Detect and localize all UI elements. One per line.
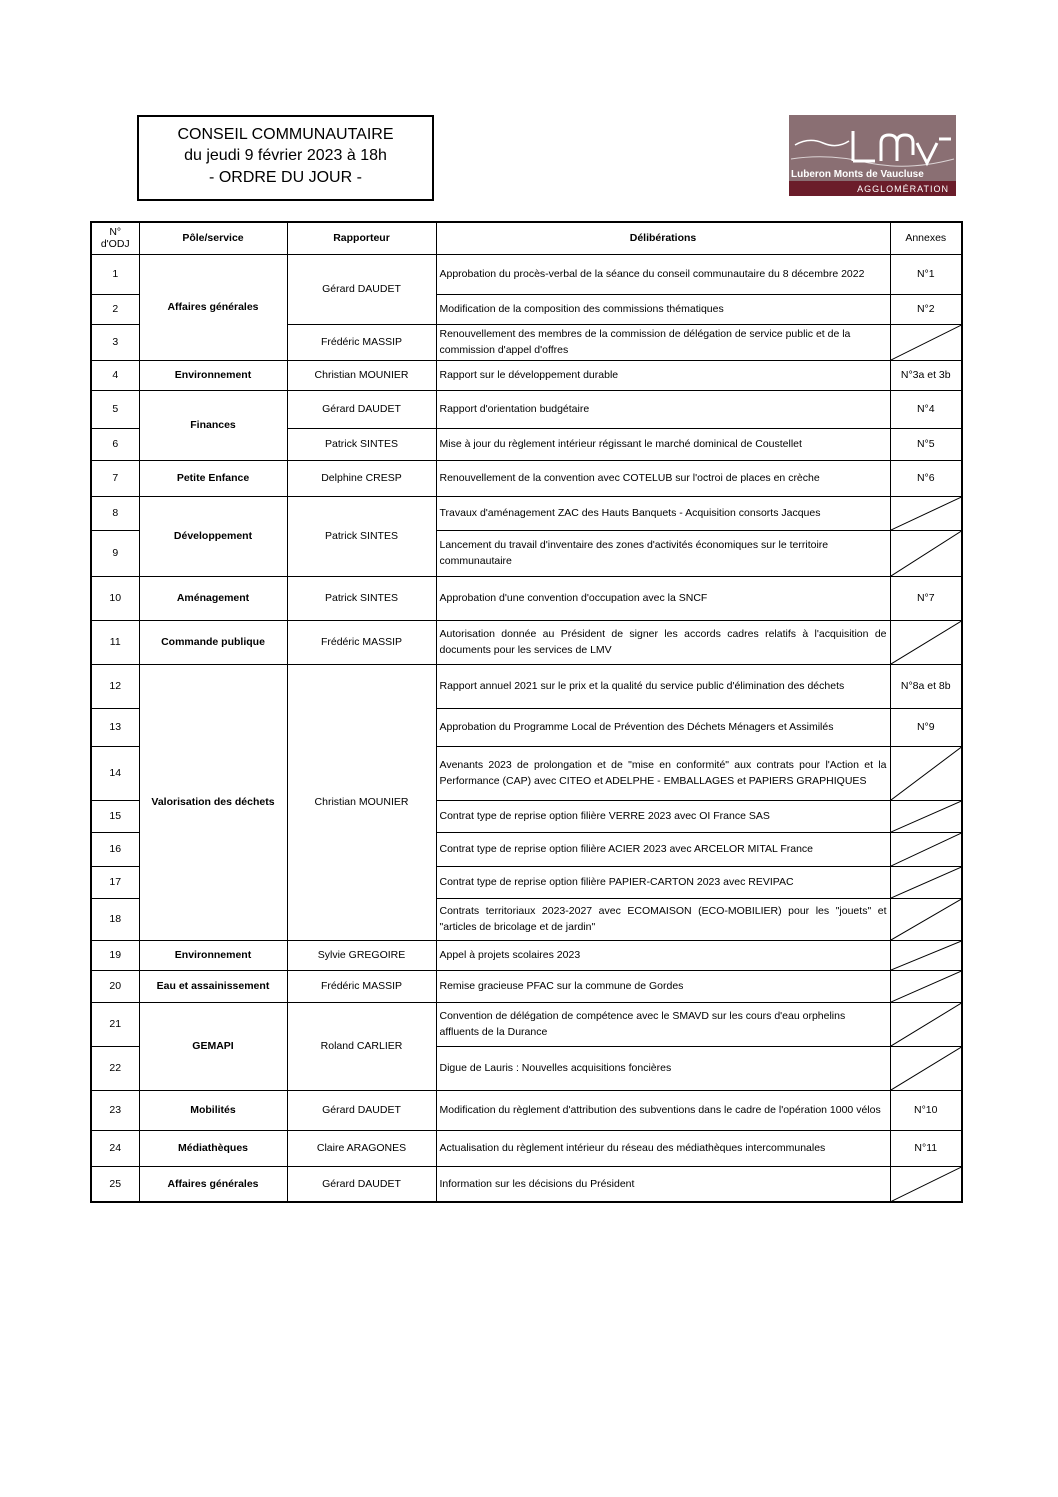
annexe: N°11 [890, 1130, 962, 1166]
annexe: N°3a et 3b [890, 360, 962, 390]
annexe: N°5 [890, 428, 962, 460]
table-row [91, 496, 962, 530]
odj-number: 20 [91, 970, 139, 1002]
deliberation: Mise à jour du règlement intérieur régissant le marché dominical de Coustellet [436, 428, 890, 460]
meeting-date: du jeudi 9 février 2023 à 18h [184, 147, 387, 164]
rapporteur: Sylvie GREGOIRE [287, 940, 436, 970]
pole-service: Développement [139, 496, 287, 576]
table-row [91, 1090, 962, 1130]
annexe-empty [890, 620, 962, 664]
odj-number: 10 [91, 576, 139, 620]
annexe-empty [890, 940, 962, 970]
odj-number: 11 [91, 620, 139, 664]
table-row [91, 360, 962, 390]
rapporteur: Gérard DAUDET [287, 390, 436, 428]
table-header-row [91, 222, 962, 254]
col-header-rapporteur: Rapporteur [287, 222, 436, 254]
table-row [91, 576, 962, 620]
agenda-body [91, 254, 962, 1202]
pole-service: Affaires générales [139, 254, 287, 360]
diagonal-slash-icon [891, 941, 962, 970]
annexe-empty [890, 970, 962, 1002]
diagonal-slash-icon [891, 497, 962, 530]
pole-service: Finances [139, 390, 287, 460]
pole-service: Valorisation des déchets [139, 664, 287, 940]
diagonal-slash-icon [891, 1167, 962, 1202]
pole-service: GEMAPI [139, 1002, 287, 1090]
rapporteur: Delphine CRESP [287, 460, 436, 496]
table-row [91, 970, 962, 1002]
table-row [91, 460, 962, 496]
odj-number: 8 [91, 496, 139, 530]
rapporteur: Christian MOUNIER [287, 664, 436, 940]
pole-service: Mobilités [139, 1090, 287, 1130]
odj-number: 25 [91, 1166, 139, 1202]
rapporteur: Frédéric MASSIP [287, 620, 436, 664]
deliberation: Convention de délégation de compétence avec le SMAVD sur les cours d'eau orphelins affluents de la Durance [436, 1002, 890, 1046]
odj-number: 9 [91, 530, 139, 576]
diagonal-slash-icon [891, 801, 962, 832]
odj-number: 21 [91, 1002, 139, 1046]
diagonal-slash-icon [891, 899, 962, 940]
annexe-empty [890, 746, 962, 800]
odj-number: 15 [91, 800, 139, 832]
odj-number: 6 [91, 428, 139, 460]
diagonal-slash-icon [891, 531, 962, 576]
annexe-empty [890, 866, 962, 898]
annexe: N°7 [890, 576, 962, 620]
pole-service: Commande publique [139, 620, 287, 664]
odj-number: 19 [91, 940, 139, 970]
deliberation: Modification de la composition des commissions thématiques [436, 294, 890, 324]
odj-number: 3 [91, 324, 139, 360]
odj-number: 22 [91, 1046, 139, 1090]
odj-number: 14 [91, 746, 139, 800]
pole-service: Eau et assainissement [139, 970, 287, 1002]
col-header-pole: Pôle/service [139, 222, 287, 254]
table-row [91, 1002, 962, 1046]
pole-service: Aménagement [139, 576, 287, 620]
rapporteur: Gérard DAUDET [287, 254, 436, 324]
annexe: N°4 [890, 390, 962, 428]
deliberation: Contrats territoriaux 2023-2027 avec ECOMAISON (ECO-MOBILIER) pour les "jouets" et "articles de bricolage et de jardin" [436, 898, 890, 940]
deliberation: Contrat type de reprise option filière PAPIER-CARTON 2023 avec REVIPAC [436, 866, 890, 898]
deliberation: Approbation d'une convention d'occupation avec la SNCF [436, 576, 890, 620]
odj-number: 13 [91, 708, 139, 746]
rapporteur: Claire ARAGONES [287, 1130, 436, 1166]
page-subtitle: - ORDRE DU JOUR - [209, 169, 362, 186]
deliberation: Information sur les décisions du Président [436, 1166, 890, 1202]
rapporteur: Frédéric MASSIP [287, 970, 436, 1002]
annexe-empty [890, 898, 962, 940]
annexe-empty [890, 1046, 962, 1090]
annexe-empty [890, 1002, 962, 1046]
table-row [91, 390, 962, 428]
col-header-deliberations: Délibérations [436, 222, 890, 254]
agenda-table [90, 221, 963, 1203]
pole-service: Affaires générales [139, 1166, 287, 1202]
pole-service: Petite Enfance [139, 460, 287, 496]
annexe: N°10 [890, 1090, 962, 1130]
pole-service: Médiathèques [139, 1130, 287, 1166]
title-box [137, 115, 434, 201]
deliberation: Modification du règlement d'attribution des subventions dans le cadre de l'opération 1000 vélos [436, 1090, 890, 1130]
deliberation: Rapport d'orientation budgétaire [436, 390, 890, 428]
annexe-empty [890, 530, 962, 576]
annexe: N°6 [890, 460, 962, 496]
deliberation: Appel à projets scolaires 2023 [436, 940, 890, 970]
annexe: N°1 [890, 254, 962, 294]
odj-number: 16 [91, 832, 139, 866]
deliberation: Rapport annuel 2021 sur le prix et la qualité du service public d'élimination des déchets [436, 664, 890, 708]
annexe-empty [890, 1166, 962, 1202]
odj-number: 24 [91, 1130, 139, 1166]
deliberation: Autorisation donnée au Président de signer les accords cadres relatifs à l'acquisition de documents pour les services de LMV [436, 620, 890, 664]
annexe-empty [890, 832, 962, 866]
diagonal-slash-icon [891, 867, 962, 898]
page-title: CONSEIL COMMUNAUTAIRE [177, 126, 394, 143]
lmv-logo [789, 115, 956, 196]
odj-number: 7 [91, 460, 139, 496]
table-row [91, 664, 962, 708]
annexe-empty [890, 800, 962, 832]
rapporteur: Frédéric MASSIP [287, 324, 436, 360]
annexe-empty [890, 324, 962, 360]
table-row [91, 254, 962, 294]
diagonal-slash-icon [891, 1003, 962, 1046]
pole-service: Environnement [139, 940, 287, 970]
table-row [91, 940, 962, 970]
deliberation: Travaux d'aménagement ZAC des Hauts Banquets - Acquisition consorts Jacques [436, 496, 890, 530]
diagonal-slash-icon [891, 621, 962, 664]
deliberation: Approbation du Programme Local de Prévention des Déchets Ménagers et Assimilés [436, 708, 890, 746]
deliberation: Contrat type de reprise option filière VERRE 2023 avec OI France SAS [436, 800, 890, 832]
deliberation: Approbation du procès-verbal de la séance du conseil communautaire du 8 décembre 2022 [436, 254, 890, 294]
rapporteur: Christian MOUNIER [287, 360, 436, 390]
deliberation: Renouvellement des membres de la commission de délégation de service public et de la commission d'appel d'offres [436, 324, 890, 360]
diagonal-slash-icon [891, 325, 962, 360]
diagonal-slash-icon [891, 833, 962, 866]
deliberation: Avenants 2023 de prolongation et de "mise en conformité" aux contrats pour l'Action et la Performance (CAP) avec CITEO et ADELPHE - EMBALLAGES et PAPIERS GRAPHIQUES [436, 746, 890, 800]
rapporteur: Gérard DAUDET [287, 1090, 436, 1130]
deliberation: Renouvellement de la convention avec COTELUB sur l'octroi de places en crèche [436, 460, 890, 496]
odj-number: 2 [91, 294, 139, 324]
deliberation: Contrat type de reprise option filière ACIER 2023 avec ARCELOR MITAL France [436, 832, 890, 866]
odj-number: 18 [91, 898, 139, 940]
deliberation: Lancement du travail d'inventaire des zones d'activités économiques sur le territoire communautaire [436, 530, 890, 576]
rapporteur: Gérard DAUDET [287, 1166, 436, 1202]
col-header-num: N° d'ODJ [91, 222, 139, 254]
col-header-annexes: Annexes [890, 222, 962, 254]
diagonal-slash-icon [891, 1047, 962, 1090]
odj-number: 17 [91, 866, 139, 898]
logo-subtext: AGGLOMÉRATION [857, 184, 949, 194]
deliberation: Rapport sur le développement durable [436, 360, 890, 390]
logo-text: Luberon Monts de Vaucluse [791, 169, 924, 180]
table-row [91, 1166, 962, 1202]
rapporteur: Patrick SINTES [287, 576, 436, 620]
odj-number: 23 [91, 1090, 139, 1130]
deliberation: Digue de Lauris : Nouvelles acquisitions foncières [436, 1046, 890, 1090]
annexe: N°2 [890, 294, 962, 324]
annexe: N°8a et 8b [890, 664, 962, 708]
odj-number: 1 [91, 254, 139, 294]
odj-number: 12 [91, 664, 139, 708]
table-row [91, 620, 962, 664]
annexe-empty [890, 496, 962, 530]
pole-service: Environnement [139, 360, 287, 390]
table-row [91, 1130, 962, 1166]
diagonal-slash-icon [891, 747, 962, 800]
annexe: N°9 [890, 708, 962, 746]
rapporteur: Patrick SINTES [287, 428, 436, 460]
rapporteur: Roland CARLIER [287, 1002, 436, 1090]
odj-number: 5 [91, 390, 139, 428]
rapporteur: Patrick SINTES [287, 496, 436, 576]
odj-number: 4 [91, 360, 139, 390]
deliberation: Remise gracieuse PFAC sur la commune de Gordes [436, 970, 890, 1002]
deliberation: Actualisation du règlement intérieur du réseau des médiathèques intercommunales [436, 1130, 890, 1166]
diagonal-slash-icon [891, 971, 962, 1002]
